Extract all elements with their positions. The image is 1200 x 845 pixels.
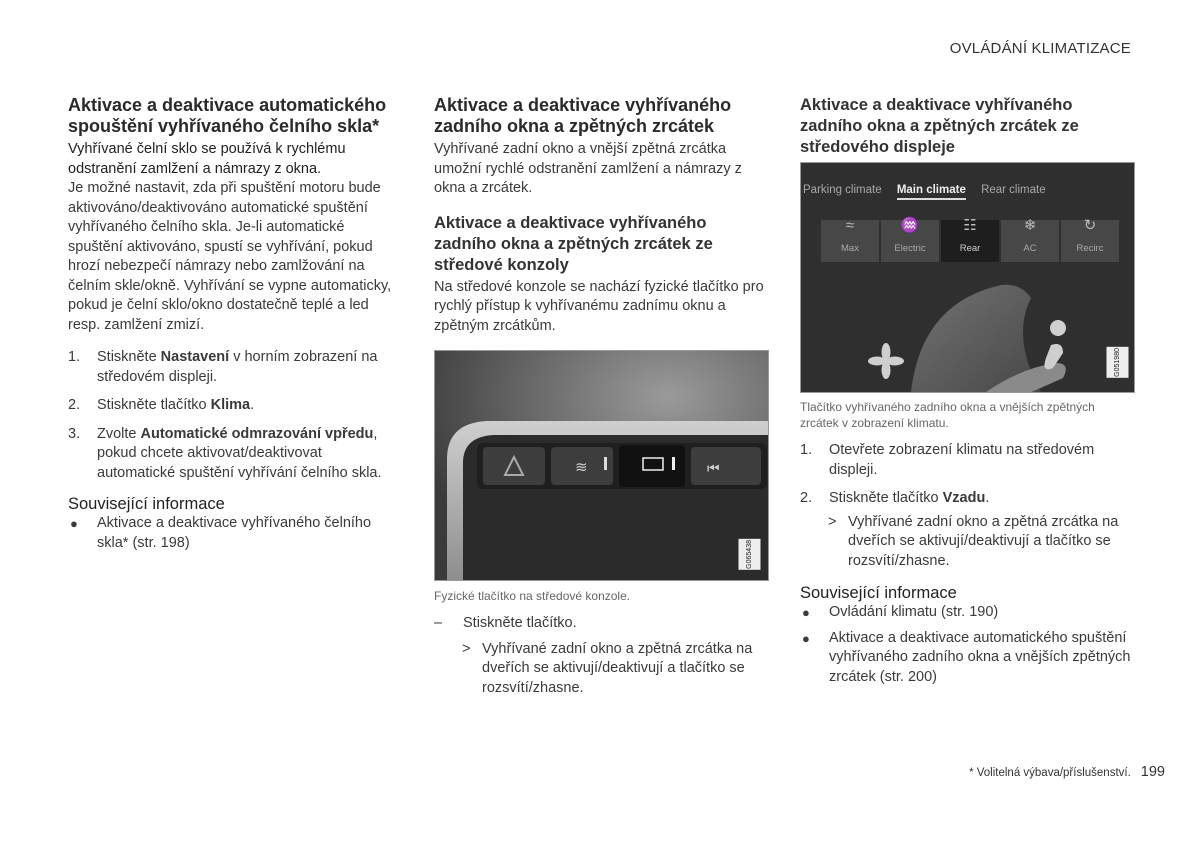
image-code: G065438 bbox=[739, 539, 761, 570]
tab-parking-climate[interactable]: Parking climate bbox=[803, 184, 882, 196]
step-item: 3. Zvolte Automatické odmrazování vpředu, pokud chcete aktivovat/deaktivovat automatické spuštění vyhřívání čelního skla. bbox=[68, 425, 382, 481]
climate-tabs bbox=[803, 181, 1058, 201]
climate-screen-photo bbox=[800, 162, 1135, 393]
body-paragraph: Na středové konzole se nachází fyzické tlačítko pro rychlý přístup k vyhřívanému zadnímu oknu a zpětným zrcátkům. bbox=[434, 278, 764, 334]
svg-text:≋: ≋ bbox=[575, 458, 588, 476]
column-3 bbox=[800, 95, 1135, 693]
fan-icon bbox=[868, 343, 904, 379]
svg-text:⏮: ⏮ bbox=[707, 461, 720, 477]
section-heading: Aktivace a deaktivace vyhřívaného zadního okna a zpětných zrcátek bbox=[434, 95, 732, 136]
related-link[interactable]: ● Ovládání klimatu (str. 190) bbox=[802, 604, 999, 620]
max-defrost-button[interactable]: ≈ Max bbox=[821, 220, 879, 262]
figure-caption: Tlačítko vyhřívaného zadního okna a vnějších zpětných zrcátek v zobrazení klimatu. bbox=[800, 400, 1095, 430]
console-illustration bbox=[435, 351, 768, 580]
section-heading: Aktivace a deaktivace vyhřívaného zadního okna a zpětných zrcátek ze středového displeje bbox=[800, 96, 1079, 156]
ac-button[interactable]: ❄ AC bbox=[1001, 220, 1059, 262]
related-heading: Související informace bbox=[68, 495, 225, 513]
page-footer bbox=[969, 764, 1165, 780]
tab-main-climate[interactable]: Main climate bbox=[897, 184, 966, 200]
action-result: > Vyhřívané zadní okno a zpětná zrcátka na dveřích se aktivují/deaktivují a tlačítko se rozsvítí/zhasne. bbox=[828, 513, 1119, 569]
column-1 bbox=[68, 95, 398, 559]
lead-paragraph: Vyhřívané čelní sklo se používá k rychlému odstranění zamlžení a námrazy z okna. bbox=[68, 141, 346, 177]
lead-paragraph: Vyhřívané zadní okno a vnější zpětná zrcátka umožní rychlé odstranění zamlžení a námrazy z okna a zrcátek. bbox=[434, 141, 742, 196]
step-item: 2. Stiskněte tlačítko Klima. bbox=[68, 397, 255, 413]
max-defrost-icon: ≈ bbox=[845, 217, 855, 234]
steps-list bbox=[800, 441, 1135, 509]
running-header: OVLÁDÁNÍ KLIMATIZACE bbox=[949, 40, 1131, 57]
image-code: G051980 bbox=[1107, 347, 1129, 378]
tab-rear-climate[interactable]: Rear climate bbox=[981, 184, 1046, 196]
related-link[interactable]: ● Aktivace a deaktivace automatického spuštění vyhřívaného zadního okna a vnějších zpětných zrcátek (str. 200) bbox=[802, 629, 1131, 685]
climate-button-row bbox=[821, 217, 1119, 262]
page-number: 199 bbox=[1140, 764, 1165, 780]
console-button-photo bbox=[434, 350, 769, 581]
figure-caption: Fyzické tlačítko na středové konzole. bbox=[434, 589, 631, 603]
section-heading: Aktivace a deaktivace automatického spouštění vyhřívaného čelního skla* bbox=[68, 95, 387, 136]
step-item: 1. Otevřete zobrazení klimatu na středovém displeji. bbox=[800, 442, 1095, 478]
related-list bbox=[68, 514, 398, 553]
subsection-heading: Aktivace a deaktivace vyhřívaného zadního okna a zpětných zrcátek ze středové konzoly bbox=[434, 213, 713, 274]
action-result: > Vyhřívané zadní okno a zpětná zrcátka na dveřích se aktivují/deaktivují a tlačítko se rozsvítí/zhasne. bbox=[462, 640, 753, 696]
body-paragraph: Je možné nastavit, zda při spuštění motoru bude aktivováno/deaktivováno automatické spuštění vyhřívaného čelního skla. Je-li automatické spuštění aktivováno, spustí se vyhřívání, pokud hrozí nebezpečí námrazy nebo zamlžování na čelním skle/okně. Vyhřívání se vypne automaticky, pokud je čelní sklo/okno dostatečně teplé a led resp. zamlžení zmizí. bbox=[68, 180, 392, 333]
related-list bbox=[800, 603, 1135, 687]
related-heading: Související informace bbox=[800, 584, 957, 602]
rear-window-heat-icon: ☷ bbox=[963, 217, 977, 234]
steps-list bbox=[68, 348, 398, 483]
windshield-heat-icon: ♒ bbox=[900, 217, 920, 234]
ui-term: Klima bbox=[210, 397, 251, 413]
footnote: * Volitelná výbava/příslušenství. bbox=[969, 767, 1131, 779]
ui-term: Vzadu bbox=[942, 490, 986, 506]
rear-defrost-button[interactable]: ☷ Rear bbox=[941, 220, 999, 262]
snowflake-icon: ❄ bbox=[1023, 217, 1037, 234]
action-step: – Stiskněte tlačítko. bbox=[434, 615, 577, 631]
related-link[interactable]: ● Aktivace a deaktivace vyhřívaného čelního skla* (str. 198) bbox=[70, 515, 372, 551]
ui-term: Nastavení bbox=[160, 349, 230, 365]
recirculation-icon: ↻ bbox=[1083, 217, 1097, 234]
step-item: 2. Stiskněte tlačítko Vzadu. bbox=[800, 490, 990, 506]
ui-term: Automatické odmrazování vpředu bbox=[140, 425, 374, 442]
recirc-button[interactable]: ↻ Recirc bbox=[1061, 220, 1119, 262]
electric-windshield-button[interactable]: ♒ Electric bbox=[881, 220, 939, 262]
step-item: 1. Stiskněte Nastavení v horním zobrazení na středovém displeji. bbox=[68, 349, 378, 385]
column-2 bbox=[434, 95, 769, 698]
